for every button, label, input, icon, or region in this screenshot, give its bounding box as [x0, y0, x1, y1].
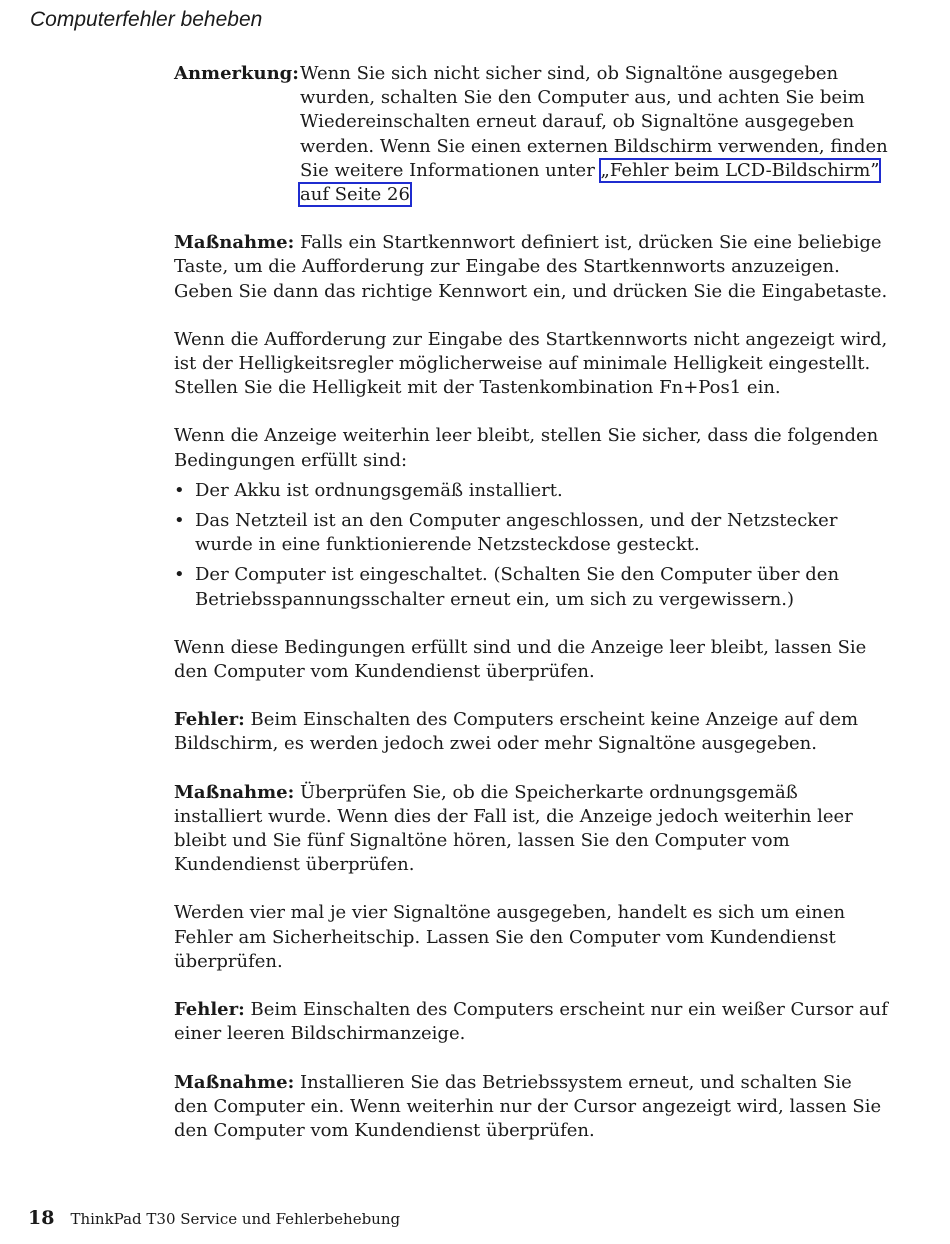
error-label: Fehler:: [174, 709, 245, 731]
action-paragraph-2: [174, 781, 890, 878]
action-paragraph-1: [174, 231, 890, 304]
main-content: [174, 62, 890, 1167]
note-label: Anmerkung:: [174, 63, 299, 84]
action-text: Falls ein Startkennwort definiert ist, drücken Sie eine beliebige Taste, um die Aufforderung zur Eingabe des Startkennworts anzuzeigen. Geben Sie dann das richtige Kennwort ein, und drücken Sie die Eingabetaste.: [174, 232, 888, 302]
conditions-intro: Wenn die Anzeige weiterhin leer bleibt, stellen Sie sicher, dass die folgenden Bedingungen erfüllt sind:: [174, 425, 879, 471]
error-paragraph-3: [174, 998, 890, 1046]
security-chip-paragraph: Werden vier mal je vier Signaltöne ausgegeben, handelt es sich um einen Fehler am Sicherheitschip. Lassen Sie den Computer vom Kundendienst überprüfen.: [174, 902, 846, 972]
action-label: Maßnahme:: [174, 1071, 295, 1093]
note-block: [174, 62, 890, 207]
note-body: [300, 62, 890, 207]
action-label: Maßnahme:: [174, 232, 295, 254]
action-text: Installieren Sie das Betriebssystem erneut, und schalten Sie den Computer ein. Wenn weiterhin nur der Cursor angezeigt wird, lassen Sie den Computer vom Kundendienst überprüfen.: [174, 1071, 882, 1141]
book-title: ThinkPad T30 Service und Fehlerbehebung: [70, 1210, 401, 1228]
error-text: Beim Einschalten des Computers erscheint keine Anzeige auf dem Bildschirm, es werden jedoch zwei oder mehr Signaltöne ausgegeben.: [174, 709, 859, 755]
action-paragraph-3: [174, 1071, 890, 1144]
list-item: • Das Netzteil ist an den Computer angeschlossen, und der Netzstecker wurde in eine funktionierende Netzsteckdose gesteckt.: [174, 509, 890, 557]
error-paragraph-2: [174, 708, 890, 756]
page-footer: [28, 1207, 400, 1229]
error-text: Beim Einschalten des Computers erscheint nur ein weißer Cursor auf einer leeren Bildschirmanzeige.: [174, 999, 888, 1045]
page-number: 18: [28, 1207, 55, 1229]
conditions-list: [174, 479, 890, 612]
running-header: Computerfehler beheben: [30, 8, 263, 31]
list-item: • Der Computer ist eingeschaltet. (Schalten Sie den Computer über den Betriebsspannungsschalter erneut ein, um sich zu vergewissern.): [174, 563, 890, 611]
error-label: Fehler:: [174, 999, 245, 1021]
list-item: • Der Akku ist ordnungsgemäß installiert.: [174, 479, 890, 503]
action-text: Überprüfen Sie, ob die Speicherkarte ordnungsgemäß installiert wurde. Wenn dies der Fall ist, die Anzeige jedoch weiterhin leer bleibt und Sie fünf Signaltöne hören, lassen Sie den Computer vom Kundendienst überprüfen.: [174, 781, 853, 876]
brightness-paragraph: Wenn die Aufforderung zur Eingabe des Startkennworts nicht angezeigt wird, ist der Helligkeitsregler möglicherweise auf minimale Helligkeit eingestellt. Stellen Sie die Helligkeit mit der Tastenkombination Fn+Pos1 ein.: [174, 328, 888, 399]
note-text: Wenn Sie sich nicht sicher sind, ob Signaltöne ausgegeben wurden, schalten Sie den Computer aus, und achten Sie beim Wiedereinschalten erneut darauf, ob Signaltöne ausgegeben werden. Wenn Sie einen externen Bildschirm verwenden, finden Sie weitere Informationen unter: [300, 63, 888, 181]
lcd-error-link[interactable]: „Fehler beim LCD-Bildschirm” auf Seite 26: [300, 159, 880, 206]
action-label: Maßnahme:: [174, 781, 295, 803]
service-paragraph: Wenn diese Bedingungen erfüllt sind und die Anzeige leer bleibt, lassen Sie den Computer vom Kundendienst überprüfen.: [174, 636, 867, 683]
